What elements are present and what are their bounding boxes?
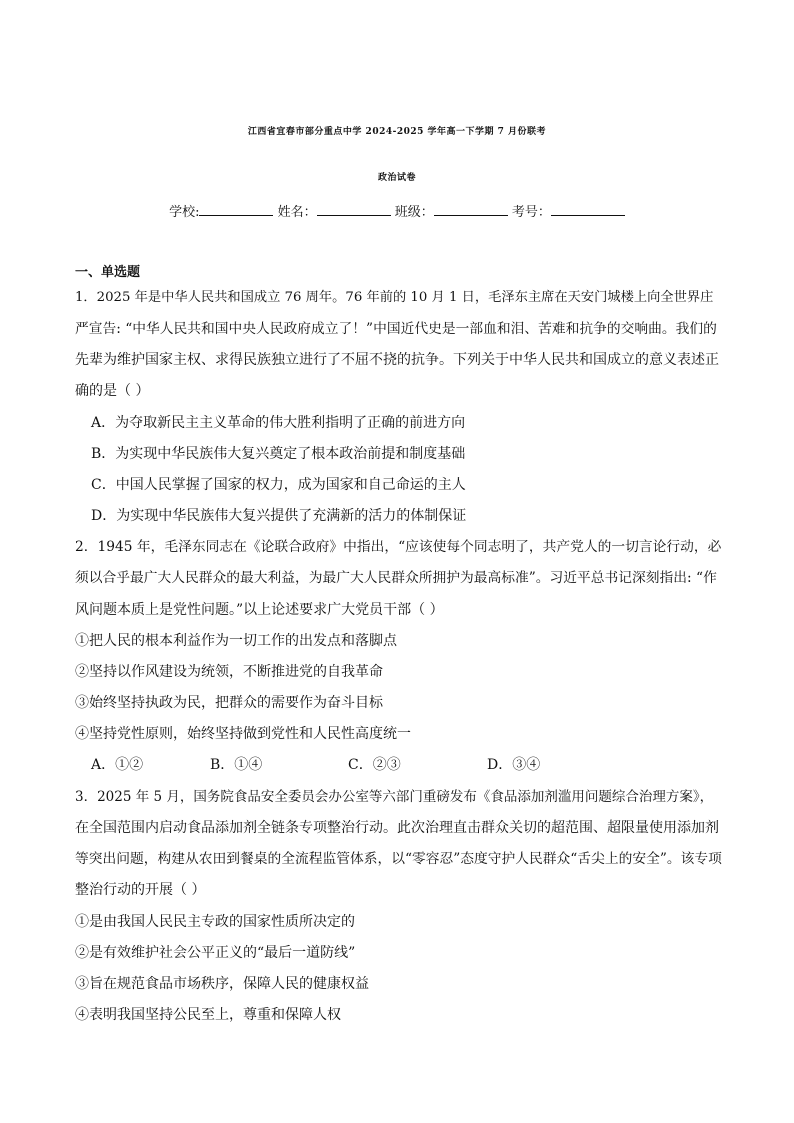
q2-statement-3: ③始终坚持执政为民，把群众的需要作为奋斗目标 bbox=[75, 695, 383, 711]
q2-choice-b: B．①④ bbox=[210, 757, 263, 773]
exam-subtitle: 政治试卷 bbox=[377, 173, 416, 183]
q1-stem-line: 严宣告: “中华人民共和国中央人民政府成立了！”中国近代史是一部血和泪、苦难和抗争的交响曲。我们的 bbox=[75, 321, 717, 337]
name-label: 姓名： bbox=[277, 205, 317, 220]
exam-no-blank bbox=[551, 203, 625, 216]
q2-statement-1: ①把人民的根本利益作为一切工作的出发点和落脚点 bbox=[75, 633, 397, 649]
section-title: 一、单选题 bbox=[75, 265, 141, 280]
q2-stem-line: 2．1945 年，毛泽东同志在《论联合政府》中指出，“应该使每个同志明了，共产党人的一切言论行动，必 bbox=[75, 539, 722, 555]
class-label: 班级： bbox=[394, 205, 434, 220]
q3-stem-line: 在全国范围内启动食品添加剂全链条专项整治行动。此次治理直击群众关切的超范围、超限量使用添加剂 bbox=[75, 820, 719, 836]
q1-stem-line: 先辈为维护国家主权、求得民族独立进行了不屈不挠的抗争。下列关于中华人民共和国成立的意义表述正 bbox=[75, 352, 719, 368]
q3-stem-line: 3．2025 年 5 月，国务院食品安全委员会办公室等六部门重磅发布《食品添加剂滥用问题综合治理方案》， bbox=[75, 789, 714, 805]
q3-statement-3: ③旨在规范食品市场秩序，保障人民的健康权益 bbox=[75, 976, 369, 992]
q2-stem-line: 风问题本质上是党性问题。”以上论述要求广大党员干部（ ） bbox=[75, 602, 444, 618]
q3-stem-line: 等突出问题，构建从农田到餐桌的全流程监管体系，以“零容忍”态度守护人民群众“舌尖上的安全”。该专项 bbox=[75, 851, 722, 867]
q1-option-a: A．为夺取新民主主义革命的伟大胜利指明了正确的前进方向 bbox=[91, 415, 466, 431]
q3-statement-4: ④表明我国坚持公民至上，尊重和保障人权 bbox=[75, 1007, 341, 1023]
q2-choice-d: D．③④ bbox=[487, 757, 541, 773]
school-label: 学校: bbox=[169, 205, 200, 220]
school-blank bbox=[199, 203, 273, 216]
q2-choice-a: A．①② bbox=[91, 757, 144, 773]
q2-statement-4: ④坚持党性原则，始终坚持做到党性和人民性高度统一 bbox=[75, 726, 411, 742]
q1-option-b: B．为实现中华民族伟大复兴奠定了根本政治前提和制度基础 bbox=[91, 446, 466, 462]
q1-option-c: C．中国人民掌握了国家的权力，成为国家和自己命运的主人 bbox=[91, 477, 466, 493]
class-blank bbox=[434, 203, 508, 216]
q2-stem-line: 须以合乎最广大人民群众的最大利益，为最广大人民群众所拥护为最高标准”。习近平总书记深刻指出: “作 bbox=[75, 570, 717, 586]
q3-statement-1: ①是由我国人民民主专政的国家性质所决定的 bbox=[75, 914, 355, 930]
q3-stem-line: 整治行动的开展（ ） bbox=[75, 882, 206, 898]
q1-option-d: D．为实现中华民族伟大复兴提供了充满新的活力的体制保证 bbox=[91, 508, 467, 524]
exam-no-label: 考号： bbox=[511, 205, 551, 220]
q1-stem-line: 确的是（ ） bbox=[75, 383, 150, 399]
q2-statement-2: ②坚持以作风建设为统领，不断推进党的自我革命 bbox=[75, 664, 383, 680]
q1-stem-line: 1．2025 年是中华人民共和国成立 76 周年。76 年前的 10 月 1 日，毛泽东主席在天安门城楼上向全世界庄 bbox=[75, 290, 714, 305]
q2-choice-c: C．②③ bbox=[348, 757, 401, 773]
name-blank bbox=[317, 203, 391, 216]
student-info-row bbox=[0, 201, 794, 220]
q3-statement-2: ②是有效维护社会公平正义的“最后一道防线” bbox=[75, 945, 356, 961]
exam-title: 江西省宜春市部分重点中学 2024-2025 学年高一下学期 7 月份联考 bbox=[247, 127, 547, 137]
